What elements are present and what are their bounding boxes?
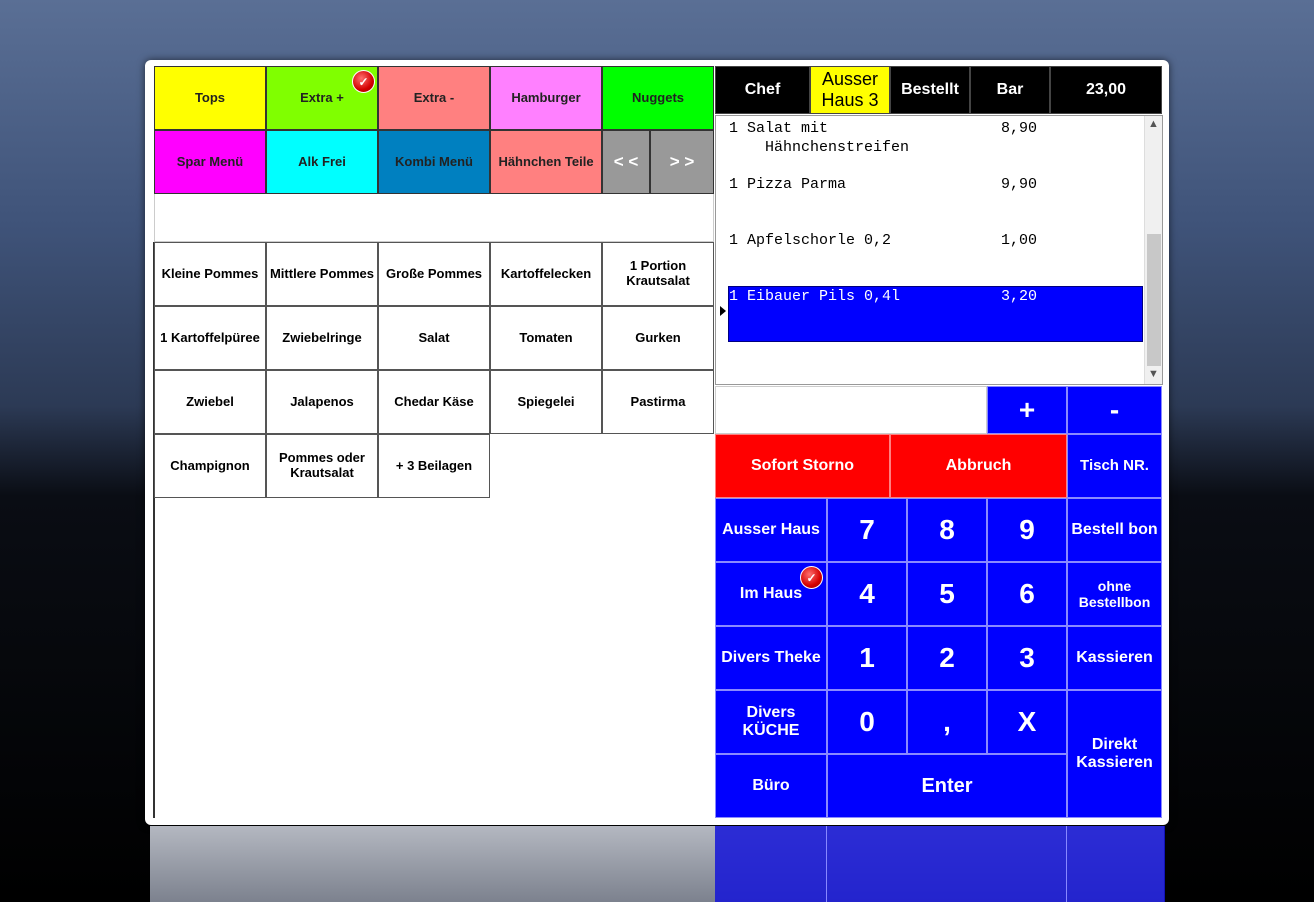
reflection-keypad	[715, 826, 1165, 902]
category-extra-minus[interactable]: Extra -	[378, 66, 490, 130]
scrollbar-thumb[interactable]	[1147, 234, 1161, 366]
increase-button[interactable]: +	[987, 386, 1067, 434]
comma-button[interactable]: ,	[907, 690, 987, 754]
direkt-kassieren-button[interactable]: Direkt Kassieren	[1067, 690, 1162, 818]
scroll-down-icon[interactable]: ▼	[1148, 368, 1159, 380]
item-button[interactable]: Chedar Käse	[378, 370, 490, 434]
sofort-storno-button[interactable]: Sofort Storno	[715, 434, 890, 498]
digit-4-button[interactable]: 4	[827, 562, 907, 626]
digit-7-button[interactable]: 7	[827, 498, 907, 562]
item-button[interactable]: Große Pommes	[378, 242, 490, 306]
digit-5-button[interactable]: 5	[907, 562, 987, 626]
order-line-selected[interactable]: 1 Eibauer Pils 0,4l	[729, 288, 901, 305]
user-label: Chef	[715, 66, 810, 114]
checkmark-icon: ✓	[800, 566, 823, 589]
reflection-divider	[826, 826, 827, 902]
item-button[interactable]: Spiegelei	[490, 370, 602, 434]
item-button[interactable]: Pommes oder Krautsalat	[266, 434, 378, 498]
order-line-price: 3,20	[1001, 288, 1038, 305]
im-haus-button[interactable]: Im Haus	[715, 562, 827, 626]
order-line[interactable]: 1 Pizza Parma	[729, 176, 847, 193]
bestell-bon-button[interactable]: Bestell bon	[1067, 498, 1162, 562]
reflection-divider	[1066, 826, 1067, 902]
category-hamburger[interactable]: Hamburger	[490, 66, 602, 130]
category-haehnchen-teile[interactable]: Hähnchen Teile	[490, 130, 602, 194]
digit-9-button[interactable]: 9	[987, 498, 1067, 562]
payment-label: Bar	[970, 66, 1050, 114]
category-kombi-menu[interactable]: Kombi Menü	[378, 130, 490, 194]
item-button[interactable]: Champignon	[154, 434, 266, 498]
category-extra-plus[interactable]: Extra +	[266, 66, 378, 130]
item-button[interactable]: Zwiebel	[154, 370, 266, 434]
prev-page-button[interactable]: < <	[602, 130, 650, 194]
order-line[interactable]: 1 Apfelschorle 0,2	[729, 232, 892, 249]
digit-8-button[interactable]: 8	[907, 498, 987, 562]
digit-1-button[interactable]: 1	[827, 626, 907, 690]
item-button[interactable]: + 3 Beilagen	[378, 434, 490, 498]
abbruch-button[interactable]: Abbruch	[890, 434, 1067, 498]
divers-theke-button[interactable]: Divers Theke	[715, 626, 827, 690]
clear-button[interactable]: X	[987, 690, 1067, 754]
item-button[interactable]: Tomaten	[490, 306, 602, 370]
category-alk-frei[interactable]: Alk Frei	[266, 130, 378, 194]
category-tops[interactable]: Tops	[154, 66, 266, 130]
item-button[interactable]: 1 Kartoffelpüree	[154, 306, 266, 370]
order-scrollbar[interactable]	[1144, 116, 1162, 384]
order-status-label: Bestellt	[890, 66, 970, 114]
divers-kueche-button[interactable]: Divers KÜCHE	[715, 690, 827, 754]
category-spar-menu[interactable]: Spar Menü	[154, 130, 266, 194]
item-button[interactable]: Mittlere Pommes	[266, 242, 378, 306]
item-button[interactable]: Kartoffelecken	[490, 242, 602, 306]
scroll-up-icon[interactable]: ▲	[1148, 118, 1159, 130]
category-divider	[154, 194, 714, 242]
order-line-price: 8,90	[1001, 120, 1038, 137]
item-button[interactable]: Kleine Pommes	[154, 242, 266, 306]
item-button[interactable]: Zwiebelringe	[266, 306, 378, 370]
decrease-button[interactable]: -	[1067, 386, 1162, 434]
item-button[interactable]: Gurken	[602, 306, 714, 370]
category-nuggets[interactable]: Nuggets	[602, 66, 714, 130]
order-mode-label: Ausser Haus 3	[810, 66, 890, 114]
order-line-price: 1,00	[1001, 232, 1038, 249]
order-line[interactable]: 1 Salat mit	[729, 120, 829, 137]
order-total: 23,00	[1050, 66, 1162, 114]
digit-0-button[interactable]: 0	[827, 690, 907, 754]
quantity-input[interactable]	[715, 386, 987, 434]
tisch-nr-button[interactable]: Tisch NR.	[1067, 434, 1162, 498]
next-page-button[interactable]: > >	[650, 130, 714, 194]
order-line-price: 9,90	[1001, 176, 1038, 193]
item-button[interactable]: Jalapenos	[266, 370, 378, 434]
item-button[interactable]: 1 Portion Krautsalat	[602, 242, 714, 306]
ohne-bestellbon-button[interactable]: ohne Bestellbon	[1067, 562, 1162, 626]
enter-button[interactable]: Enter	[827, 754, 1067, 818]
kassieren-button[interactable]: Kassieren	[1067, 626, 1162, 690]
digit-6-button[interactable]: 6	[987, 562, 1067, 626]
digit-2-button[interactable]: 2	[907, 626, 987, 690]
row-pointer-icon	[720, 306, 726, 316]
digit-3-button[interactable]: 3	[987, 626, 1067, 690]
item-button[interactable]: Pastirma	[602, 370, 714, 434]
buero-button[interactable]: Büro	[715, 754, 827, 818]
ausser-haus-button[interactable]: Ausser Haus	[715, 498, 827, 562]
order-list[interactable]	[715, 115, 1163, 385]
checkmark-icon: ✓	[352, 70, 375, 93]
item-button[interactable]: Salat	[378, 306, 490, 370]
order-line-detail: Hähnchenstreifen	[729, 139, 910, 156]
